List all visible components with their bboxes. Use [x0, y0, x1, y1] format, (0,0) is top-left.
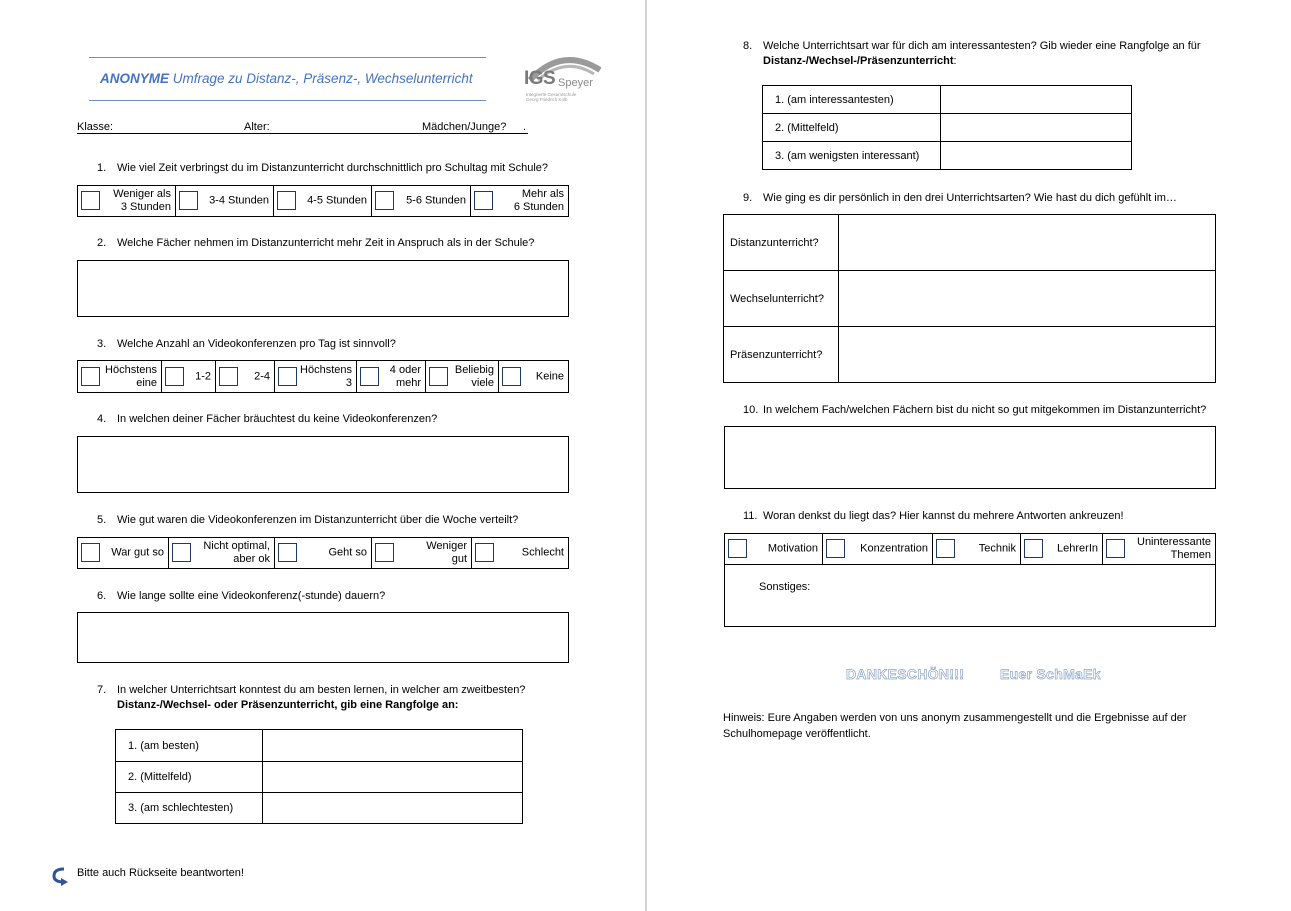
checkbox[interactable]	[277, 191, 296, 210]
logo-subtitle: Integrierte Gesamtschule Georg Friedrich Kolb	[526, 92, 577, 102]
alter-label: Alter:	[244, 121, 270, 133]
klasse-line[interactable]	[77, 133, 245, 134]
checkbox[interactable]	[728, 539, 747, 558]
klasse-label: Klasse:	[77, 121, 114, 133]
alter-line[interactable]	[244, 133, 422, 134]
geschlecht-period: .	[523, 121, 527, 133]
q3-option[interactable]: Keine	[499, 361, 568, 392]
rank-label: 2. (Mittelfeld)	[763, 114, 941, 142]
checkbox[interactable]	[165, 367, 184, 386]
rank-label: 2. (Mittelfeld)	[116, 762, 263, 793]
q11-option[interactable]: Uninteressante Themen	[1103, 534, 1215, 564]
q1-option[interactable]: Weniger als 3 Stunden	[78, 186, 176, 216]
question-7: 7. In welcher Unterrichtsart konntest du am besten lernen, in welcher am zweitbesten?	[97, 684, 526, 696]
info-fields	[77, 121, 547, 135]
q5-option[interactable]: Geht so	[275, 538, 372, 568]
question-11: 11. Woran denkst du liegt das? Hier kannst du mehrere Antworten ankreuzen!	[743, 510, 1124, 522]
checkbox[interactable]	[375, 191, 394, 210]
q10-answer-box[interactable]	[724, 426, 1216, 489]
checkbox[interactable]	[474, 191, 493, 210]
question-7-subtitle: Distanz-/Wechsel- oder Präsenzunterricht, gib eine Rangfolge an:	[117, 699, 459, 711]
checkbox[interactable]	[429, 367, 448, 386]
checkbox[interactable]	[375, 543, 394, 562]
q1-option[interactable]: 5-6 Stunden	[372, 186, 471, 216]
question-6: 6. Wie lange sollte eine Videokonferenz(-stunde) dauern?	[97, 590, 386, 602]
q7-ranking-table	[115, 729, 523, 824]
checkbox[interactable]	[219, 367, 238, 386]
rank-answer-cell[interactable]	[941, 114, 1132, 142]
checkbox[interactable]	[475, 543, 494, 562]
sonstiges-label: Sonstiges:	[759, 581, 811, 593]
rank-answer-cell[interactable]	[941, 142, 1132, 170]
q8-ranking-table	[762, 85, 1132, 170]
title-rule-top	[89, 57, 486, 58]
rank-answer-cell[interactable]	[263, 730, 523, 762]
q9-feeling-table	[723, 214, 1216, 383]
q11-option[interactable]: Motivation	[725, 534, 823, 564]
question-8-subtitle: Distanz-/Wechsel-/Präsenzunterricht:	[763, 55, 957, 67]
q11-option[interactable]: Konzentration	[823, 534, 933, 564]
question-10: 10. In welchem Fach/welchen Fächern bist du nicht so gut mitgekommen im Distanzunterricht?	[743, 404, 1207, 416]
q3-option[interactable]: Beliebig viele	[426, 361, 499, 392]
logo-city: Speyer	[558, 77, 593, 89]
question-1: 1. Wie viel Zeit verbringst du im Distanzunterricht durchschnittlich pro Schultag mit Schule?	[97, 162, 549, 174]
feeling-label: Präsenzunterricht?	[724, 327, 839, 383]
page-title: ANONYME Umfrage zu Distanz-, Präsenz-, Wechselunterricht	[100, 71, 473, 86]
logo-text: IGS	[524, 68, 556, 89]
q5-option[interactable]: Schlecht	[472, 538, 568, 568]
q3-option[interactable]: Höchstens eine	[78, 361, 162, 392]
title-rule-bottom	[89, 100, 486, 101]
q11-option[interactable]: Technik	[933, 534, 1021, 564]
q1-option[interactable]: 4-5 Stunden	[274, 186, 372, 216]
checkbox[interactable]	[502, 367, 521, 386]
checkbox[interactable]	[360, 367, 379, 386]
q3-option[interactable]: Höchstens 3	[275, 361, 357, 392]
feeling-label: Distanzunterricht?	[724, 215, 839, 271]
q5-option[interactable]: Nicht optimal, aber ok	[169, 538, 275, 568]
q1-option[interactable]: 3-4 Stunden	[176, 186, 274, 216]
q6-answer-box[interactable]	[77, 612, 569, 663]
feeling-answer-cell[interactable]	[839, 215, 1216, 271]
checkbox[interactable]	[1024, 539, 1043, 558]
q1-option[interactable]: Mehr als 6 Stunden	[471, 186, 568, 216]
school-logo	[522, 52, 606, 104]
question-5: 5. Wie gut waren die Videokonferenzen im Distanzunterricht über die Woche verteilt?	[97, 514, 519, 526]
q5-option[interactable]: Weniger gut	[372, 538, 472, 568]
checkbox[interactable]	[278, 367, 297, 386]
q2-answer-box[interactable]	[77, 260, 569, 317]
rank-label: 3. (am wenigsten interessant)	[763, 142, 941, 170]
question-8: 8. Welche Unterrichtsart war für dich am interessantesten? Gib wieder eine Rangfolge an für	[743, 40, 1201, 52]
q11-options	[724, 533, 1216, 565]
checkbox[interactable]	[278, 543, 297, 562]
rank-label: 1. (am besten)	[116, 730, 263, 762]
checkbox[interactable]	[81, 543, 100, 562]
feeling-answer-cell[interactable]	[839, 327, 1216, 383]
q4-answer-box[interactable]	[77, 436, 569, 493]
question-9: 9. Wie ging es dir persönlich in den drei Unterrichtsarten? Wie hast du dich gefühlt im…	[743, 192, 1177, 204]
checkbox[interactable]	[1106, 539, 1125, 558]
question-4: 4. In welchen deiner Fächer bräuchtest du keine Videokonferenzen?	[97, 413, 438, 425]
q5-option[interactable]: War gut so	[78, 538, 169, 568]
rank-answer-cell[interactable]	[263, 793, 523, 824]
geschlecht-label: Mädchen/Junge?	[422, 121, 507, 133]
feeling-label: Wechselunterricht?	[724, 271, 839, 327]
rank-label: 1. (am interessantesten)	[763, 86, 941, 114]
rank-label: 3. (am schlechtesten)	[116, 793, 263, 824]
q3-option[interactable]: 4 oder mehr	[357, 361, 426, 392]
page-divider	[645, 0, 647, 911]
checkbox[interactable]	[826, 539, 845, 558]
geschlecht-line[interactable]	[422, 133, 528, 134]
thanks-text: DANKESCHÖN!!!	[846, 666, 965, 682]
privacy-note: Hinweis: Eure Angaben werden von uns anonym zusammengestellt und die Ergebnisse auf der Schulhomepage veröffentlicht.	[723, 712, 1187, 740]
back-side-note: Bitte auch Rückseite beantworten!	[77, 867, 244, 879]
rank-answer-cell[interactable]	[941, 86, 1132, 114]
q3-options	[77, 360, 569, 393]
q5-options	[77, 537, 569, 569]
q1-options	[77, 185, 569, 217]
turn-page-arrow-icon	[50, 864, 72, 886]
checkbox[interactable]	[81, 367, 100, 386]
rank-answer-cell[interactable]	[263, 762, 523, 793]
signature-text: Euer SchMaEk	[1000, 666, 1101, 682]
feeling-answer-cell[interactable]	[839, 271, 1216, 327]
checkbox[interactable]	[179, 191, 198, 210]
q3-option[interactable]: 1-2	[162, 361, 216, 392]
checkbox[interactable]	[172, 543, 191, 562]
checkbox[interactable]	[81, 191, 100, 210]
question-3: 3. Welche Anzahl an Videokonferenzen pro Tag ist sinnvoll?	[97, 338, 396, 350]
q3-option[interactable]: 2-4	[216, 361, 275, 392]
question-2: 2. Welche Fächer nehmen im Distanzunterricht mehr Zeit in Anspruch als in der Schule?	[97, 237, 535, 249]
checkbox[interactable]	[936, 539, 955, 558]
q11-option[interactable]: LehrerIn	[1021, 534, 1103, 564]
